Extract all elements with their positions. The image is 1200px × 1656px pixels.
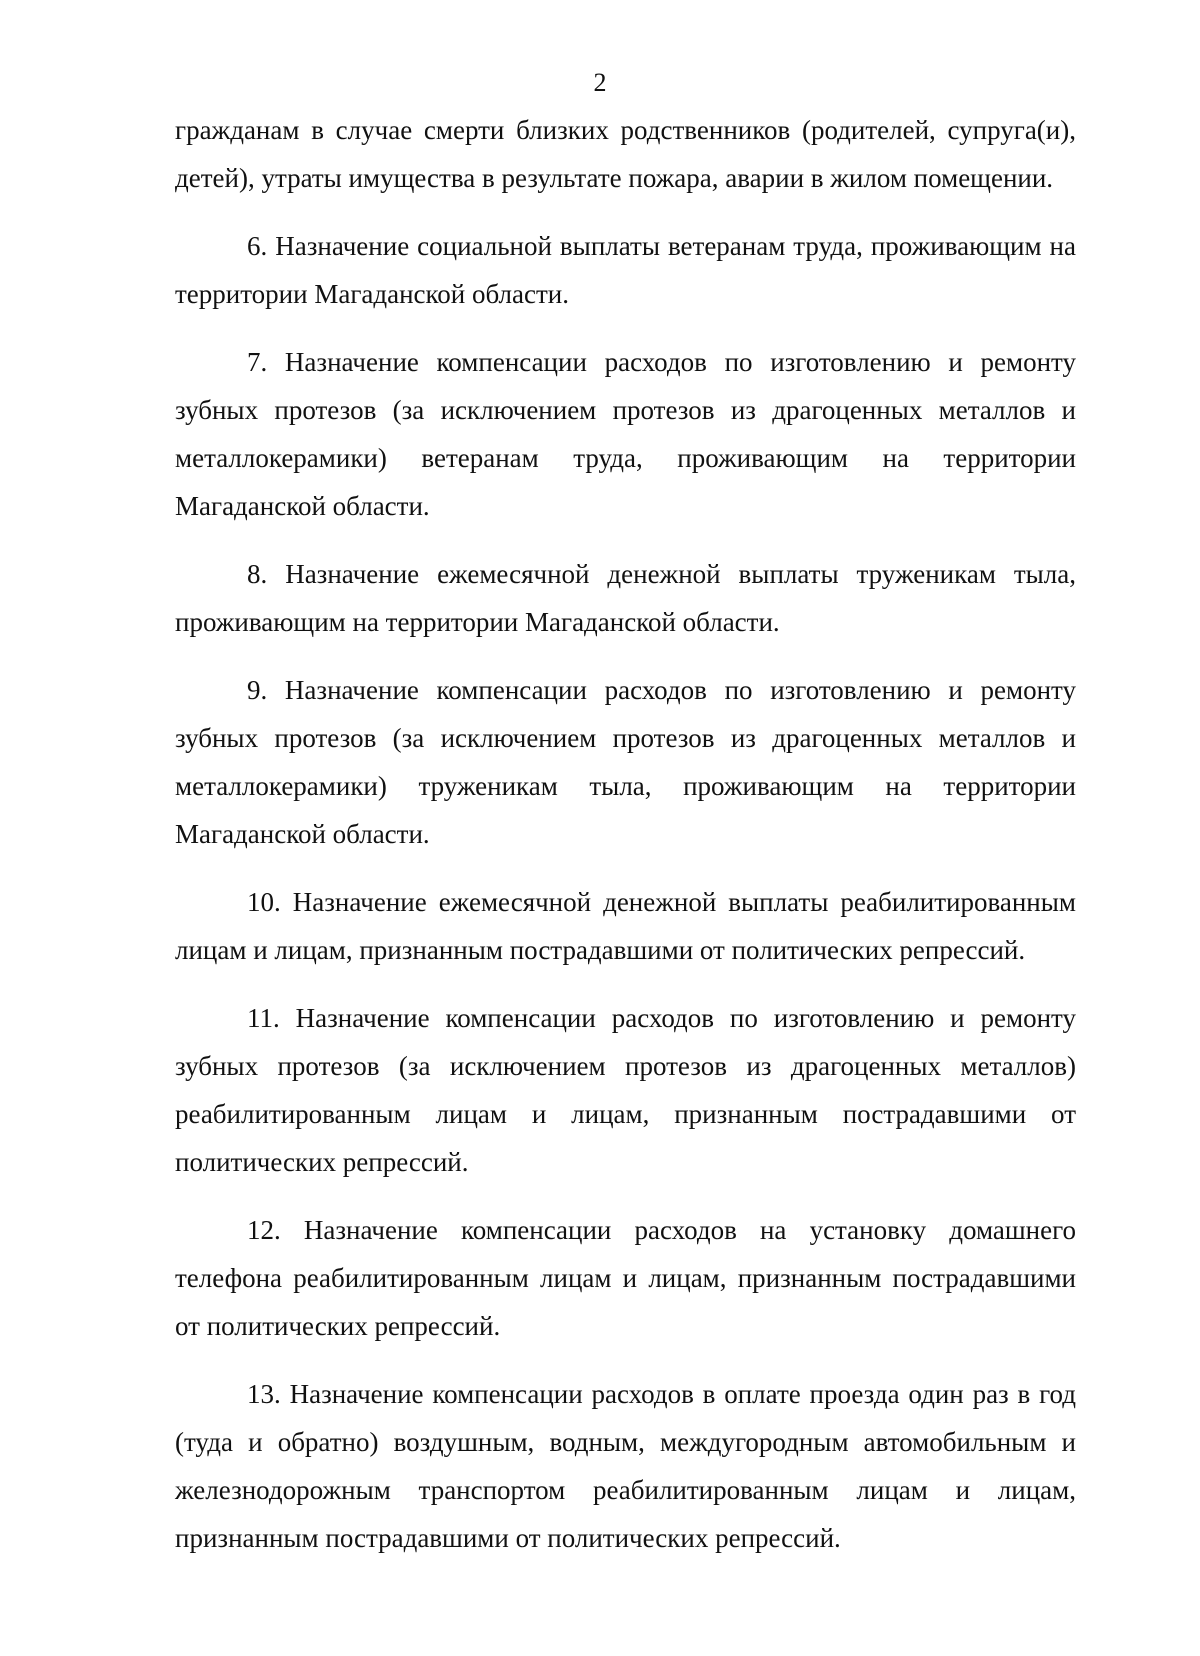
paragraph-continuation: гражданам в случае смерти близких родственников (родителей, супруга(и), детей), утраты имущества в результате пожара, аварии в жилом помещении. xyxy=(175,115,1076,193)
paragraph-item-13: 13. Назначение компенсации расходов в оплате проезда один раз в год (туда и обратно) воздушным, водным, междугородным автомобильным и железнодорожным транспортом реабилитированным лицам и лицам, признанным пострадавшими от политических репрессий. xyxy=(175,1379,1076,1553)
paragraph-item-6: 6. Назначение социальной выплаты ветеранам труда, проживающим на территории Магаданской области. xyxy=(175,231,1076,309)
paragraph-item-9: 9. Назначение компенсации расходов по изготовлению и ремонту зубных протезов (за исключением протезов из драгоценных металлов и металлокерамики) труженикам тыла, проживающим на территории Магаданской области. xyxy=(175,675,1076,849)
paragraph-item-7: 7. Назначение компенсации расходов по изготовлению и ремонту зубных протезов (за исключением протезов из драгоценных металлов и металлокерамики) ветеранам труда, проживающим на территории Магаданской области. xyxy=(175,347,1076,521)
paragraph-item-12: 12. Назначение компенсации расходов на установку домашнего телефона реабилитированным лицам и лицам, признанным пострадавшими от политических репрессий. xyxy=(175,1215,1076,1341)
paragraph-item-11: 11. Назначение компенсации расходов по изготовлению и ремонту зубных протезов (за исключением протезов из драгоценных металлов) реабилитированным лицам и лицам, признанным пострадавшими от политических репрессий. xyxy=(175,1003,1076,1177)
paragraph-item-10: 10. Назначение ежемесячной денежной выплаты реабилитированным лицам и лицам, признанным пострадавшими от политических репрессий. xyxy=(175,887,1076,965)
document-body xyxy=(175,106,1076,1562)
paragraph-item-8: 8. Назначение ежемесячной денежной выплаты труженикам тыла, проживающим на территории Магаданской области. xyxy=(175,559,1076,637)
page-number: 2 xyxy=(593,68,607,97)
